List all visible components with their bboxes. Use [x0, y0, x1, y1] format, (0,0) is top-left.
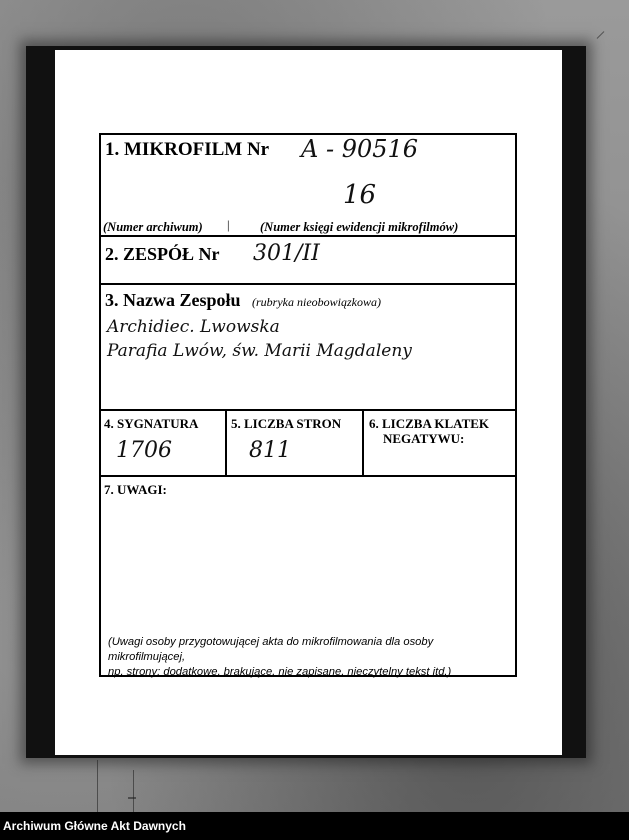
register-number-sublabel: (Numer księgi ewidencji mikrofilmów): [260, 220, 459, 234]
field-microfilm-number: [101, 135, 515, 237]
scratch-mark: [133, 770, 134, 812]
frame-count-label-line1: 6. LICZBA KLATEK: [369, 416, 490, 431]
signature-label: 4. SYGNATURA: [104, 416, 199, 431]
scratch-mark: [97, 760, 98, 812]
microfilm-form: [99, 133, 517, 677]
archive-footer: [0, 812, 629, 840]
scratch-mark: [597, 31, 605, 39]
remarks-instructions: [108, 635, 509, 680]
microfilm-label: 1. MIKROFILM Nr: [105, 139, 270, 160]
field-fonds-name: [101, 283, 515, 411]
signature-value: 1706: [116, 438, 172, 463]
microfilm-value: A - 90516: [301, 135, 419, 163]
sublabel-divider: |: [227, 218, 230, 232]
fonds-name-note: (rubryka nieobowiązkowa): [252, 295, 381, 309]
remarks-instructions-line1: (Uwagi osoby przygotowującej akta do mikrofilmowania dla osoby mikrofilmującej,: [108, 636, 434, 663]
remarks-instructions-line2: np. strony: dodatkowe, brakujące, nie zapisane, nieczytelny tekst itd.): [108, 666, 452, 678]
page-count-label: 5. LICZBA STRON: [231, 416, 342, 431]
fonds-name-label: 3. Nazwa Zespołu: [105, 290, 241, 310]
column-divider: [362, 409, 364, 475]
fonds-name-value-line1: Archidiec. Lwowska: [107, 317, 280, 337]
archive-name: Archiwum Główne Akt Dawnych: [3, 819, 186, 833]
register-number-value: 16: [343, 180, 377, 210]
frame-count-label-line2: NEGATYWU:: [383, 431, 465, 446]
fonds-label: 2. ZESPÓŁ Nr: [105, 244, 220, 264]
field-fonds-number: [101, 235, 515, 285]
remarks-label: 7. UWAGI:: [104, 482, 167, 497]
fields-signature-pages-frames: [101, 409, 515, 477]
archive-number-sublabel: (Numer archiwum): [103, 220, 203, 234]
fonds-value: 301/II: [253, 241, 320, 266]
page-count-value: 811: [249, 438, 291, 463]
column-divider: [225, 409, 227, 475]
scratch-mark: [128, 797, 136, 799]
fonds-name-value-line2: Parafia Lwów, św. Marii Magdaleny: [107, 341, 412, 361]
